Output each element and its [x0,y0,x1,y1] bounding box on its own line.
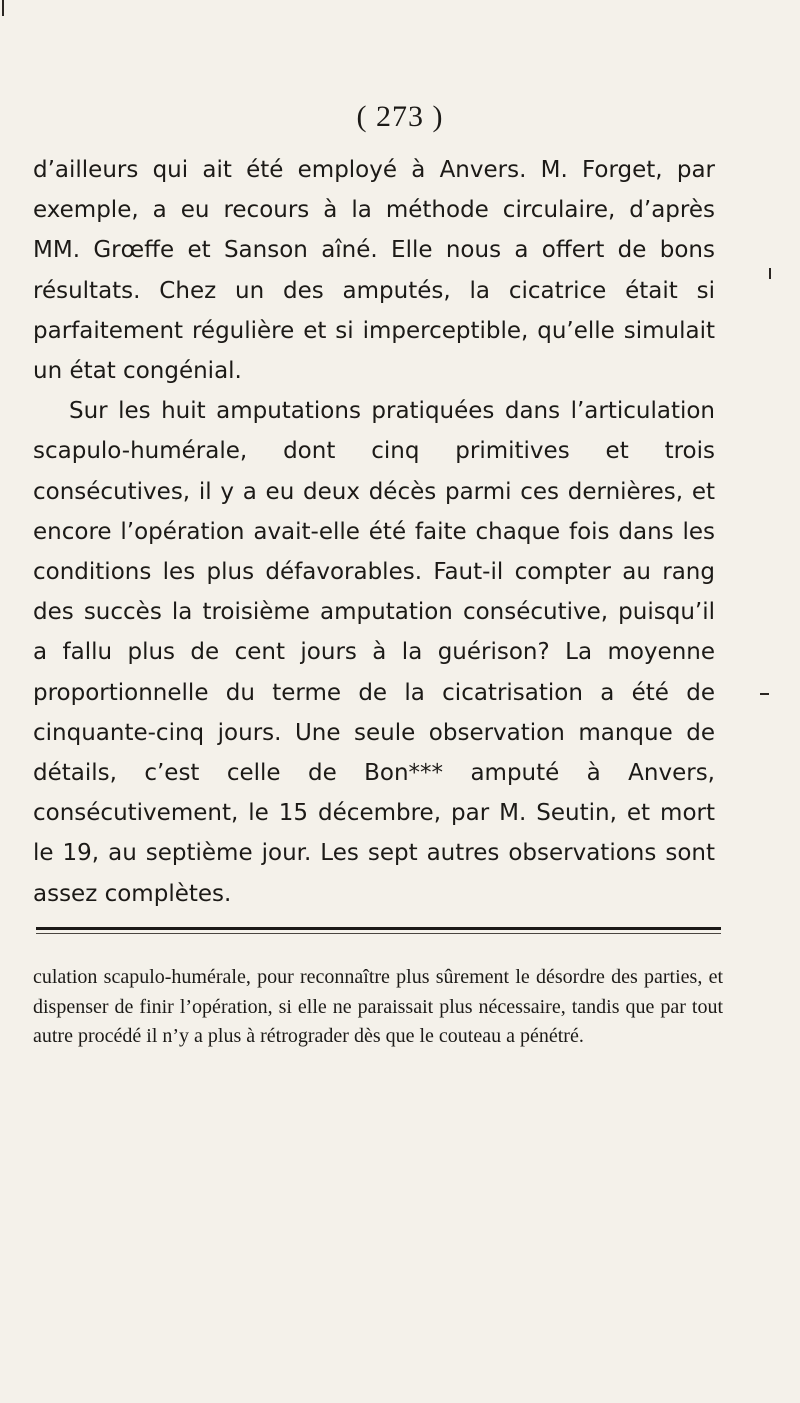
page-number: ( 273 ) [356,100,444,133]
paragraph-2: Sur les huit amputations pratiquées dans l’articulation scapulo-humérale, dont cinq primitives et trois consécutives, il y a eu deux décès parmi ces dernières, et encore l’opération avait-elle été faite chaque fois dans les conditions les plus défavorables. Faut-il compter au rang des succès la troisième amputation consécutive, puisqu’il a fallu plus de cent jours à la guérison? La moyenne proportionnelle du terme de la cicatrisation a été de cinquante-cinq jours. Une seule observation manque de détails, c’est celle de Bon*** amputé à Anvers, consécutivement, le 15 décembre, par M. Seutin, et mort le 19, au septième jour. Les sept autres observations sont assez complètes. [33,398,715,907]
main-text [33,150,715,914]
margin-mark-right [769,268,771,279]
paragraph-1: d’ailleurs qui ait été employé à Anvers. M. Forget, par exemple, a eu recours à la méthode circulaire, d’après MM. Grœffe et Sanson aîné. Elle nous a offert de bons résultats. Chez un des amputés, la cicatrice était si parfaitement régulière et si imperceptible, qu’elle simulait un état congénial. [33,157,715,385]
margin-mark-right-2 [760,693,769,695]
footnote-text: culation scapulo-humérale, pour reconnaître plus sûrement le désordre des parties, et dispenser de finir l’opération, si elle ne paraissait plus nécessaire, tandis que par tout autre procédé il n’y a plus à rétrograder dès que le couteau a pénétré. [33,966,723,1047]
footnote-separator [36,927,721,930]
footnote-separator-thin [36,933,721,934]
margin-mark-top-left [2,0,4,16]
